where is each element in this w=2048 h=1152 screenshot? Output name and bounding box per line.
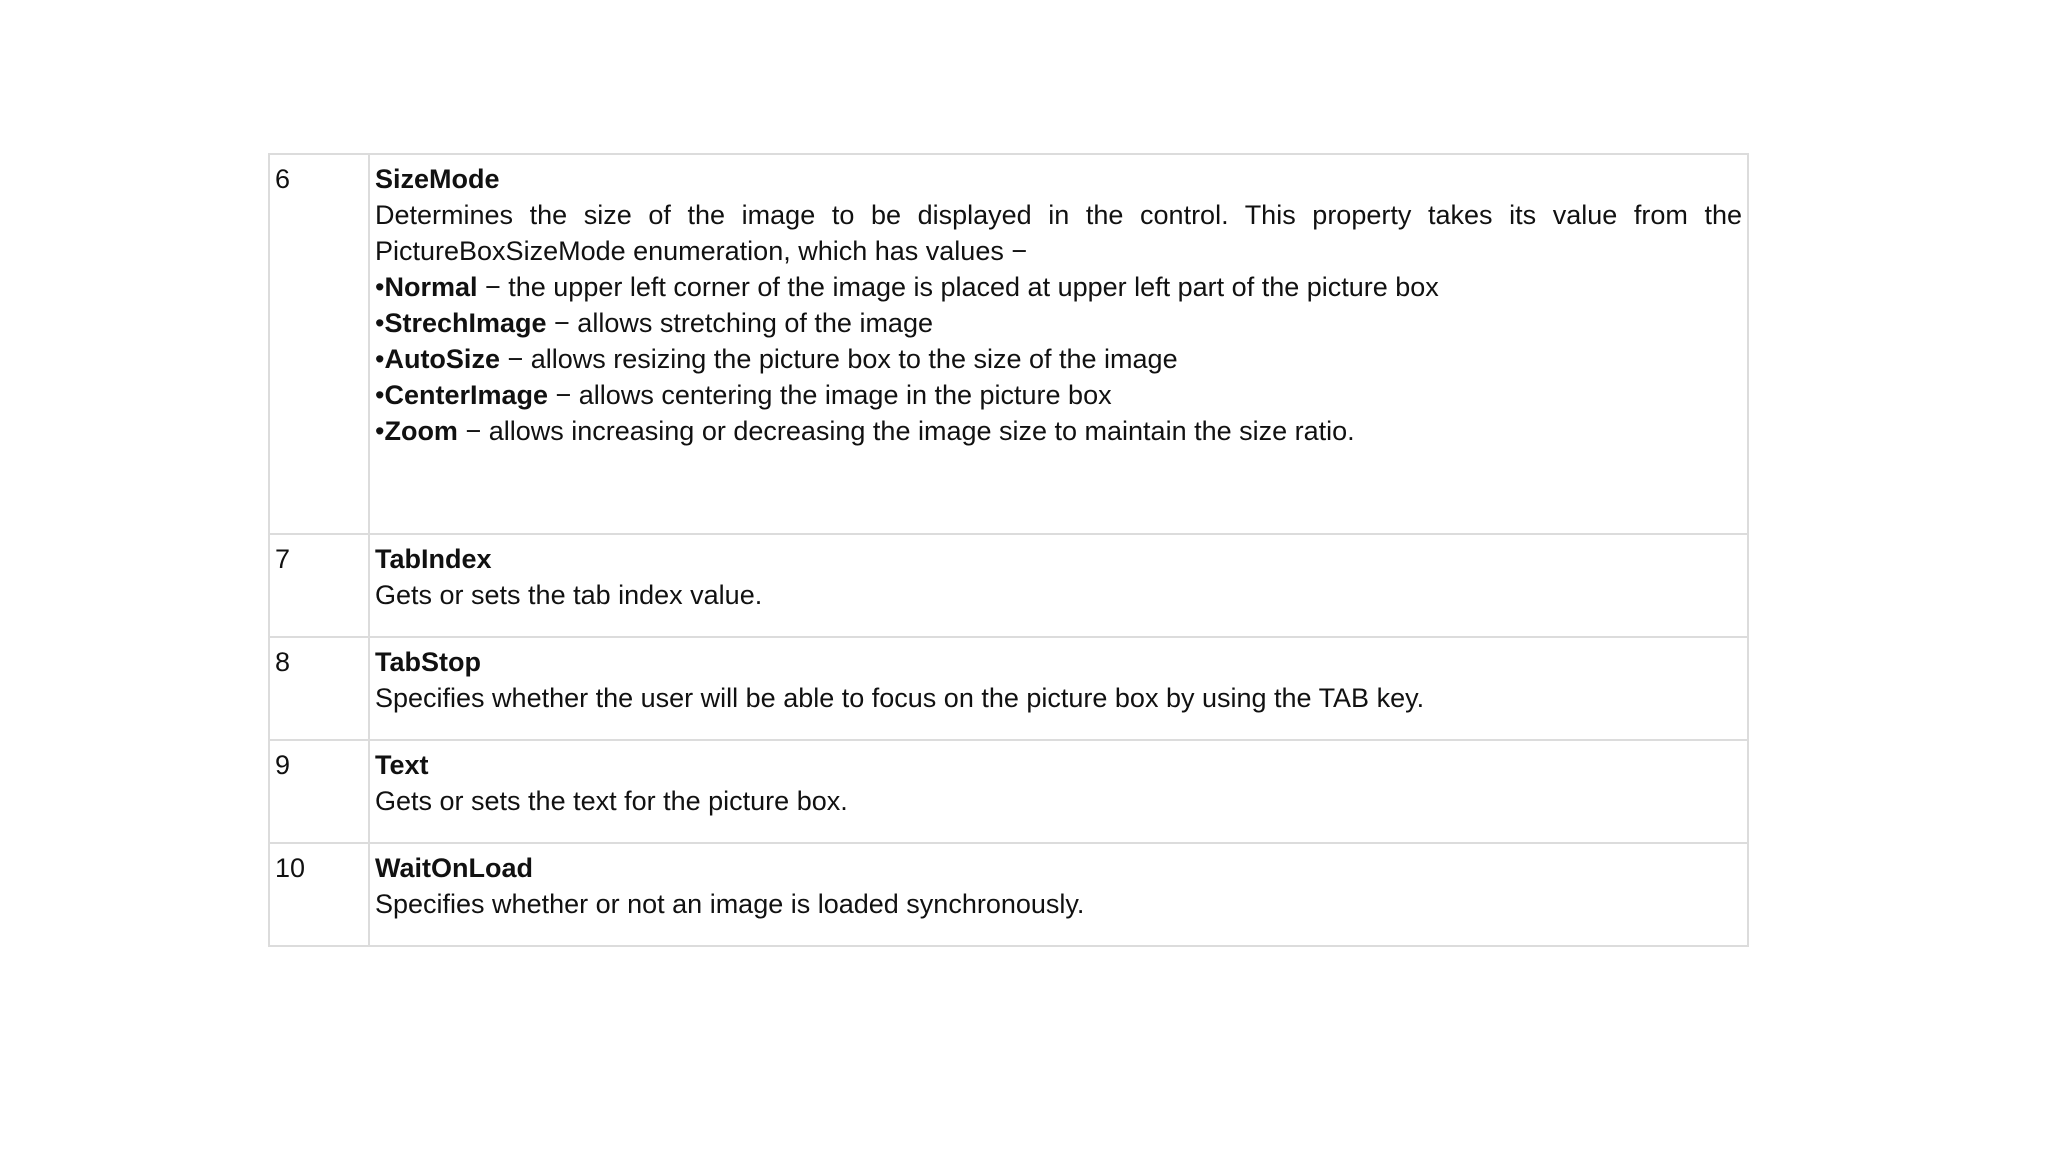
- property-name: TabIndex: [375, 544, 492, 574]
- table-row: [269, 534, 1748, 637]
- bullet-text: − allows centering the image in the picture box: [548, 380, 1112, 410]
- property-name: TabStop: [375, 647, 481, 677]
- bullet-name: Normal: [384, 272, 478, 302]
- property-description: Determines the size of the image to be displayed in the control. This property takes its value from the PictureBoxSizeMode enumeration, which has values −: [375, 200, 1742, 266]
- properties-table: [268, 153, 1749, 947]
- bullet-mark: •: [375, 344, 385, 374]
- bullet-text: − allows resizing the picture box to the size of the image: [499, 344, 1178, 374]
- property-name: SizeMode: [375, 164, 500, 194]
- row-number: 10: [269, 843, 369, 946]
- table-row: [269, 154, 1748, 534]
- bullet-mark: •: [375, 272, 385, 302]
- bullet-name: StrechImage: [384, 308, 547, 338]
- list-item: [375, 269, 1742, 305]
- bullet-text: − the upper left corner of the image is placed at upper left part of the picture box: [477, 272, 1439, 302]
- bullet-name: CenterImage: [384, 380, 549, 410]
- bullet-text: − allows stretching of the image: [546, 308, 933, 338]
- property-name: Text: [375, 750, 429, 780]
- row-description-cell: [369, 637, 1748, 740]
- property-description: Gets or sets the tab index value.: [375, 580, 763, 610]
- table-row: [269, 843, 1748, 946]
- bullet-name: Zoom: [384, 416, 458, 446]
- property-name: WaitOnLoad: [375, 853, 533, 883]
- property-description: Gets or sets the text for the picture box.: [375, 786, 848, 816]
- bullet-mark: •: [375, 416, 385, 446]
- property-description: Specifies whether or not an image is loaded synchronously.: [375, 889, 1085, 919]
- property-description: Specifies whether the user will be able to focus on the picture box by using the TAB key.: [375, 683, 1425, 713]
- list-item: [375, 305, 1742, 341]
- bullet-text: − allows increasing or decreasing the image size to maintain the size ratio.: [457, 416, 1355, 446]
- list-item: [375, 413, 1742, 449]
- row-description-cell: [369, 843, 1748, 946]
- bullet-mark: •: [375, 308, 385, 338]
- row-description-cell: [369, 534, 1748, 637]
- table-row: [269, 637, 1748, 740]
- table-row: [269, 740, 1748, 843]
- row-number: 6: [269, 154, 369, 534]
- row-number: 7: [269, 534, 369, 637]
- row-description-cell: [369, 740, 1748, 843]
- row-number: 8: [269, 637, 369, 740]
- row-number: 9: [269, 740, 369, 843]
- row-description-cell: [369, 154, 1748, 534]
- list-item: [375, 377, 1742, 413]
- bullet-mark: •: [375, 380, 385, 410]
- list-item: [375, 341, 1742, 377]
- bullet-name: AutoSize: [384, 344, 500, 374]
